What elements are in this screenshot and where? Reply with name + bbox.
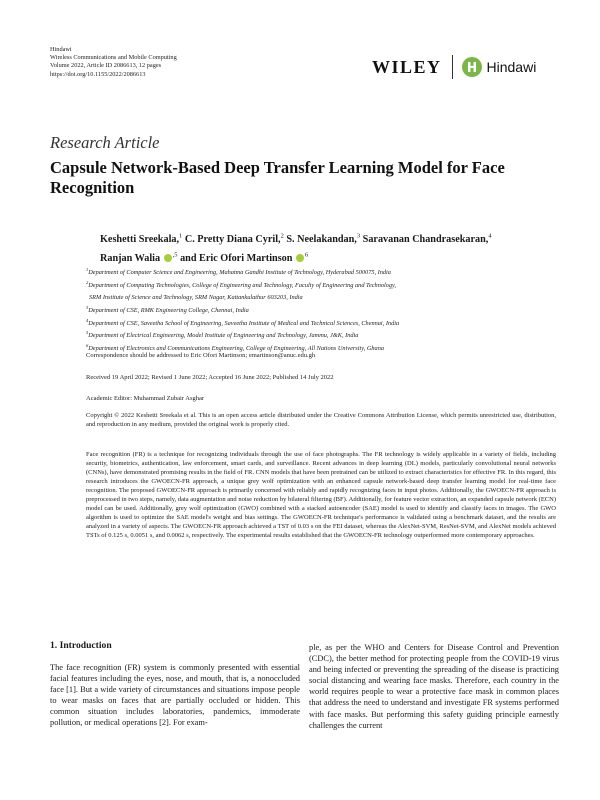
author[interactable]: Keshetti Sreekala,$^1$ xyxy=(100,233,183,246)
hindawi-logo-icon xyxy=(461,56,483,78)
author-list xyxy=(100,229,560,266)
affiliations xyxy=(86,265,556,354)
correspondence: Correspondence should be addressed to Eric Ofori Martinson; emartinson@anuc.edu.gh xyxy=(86,352,316,359)
affiliation: $^3$Department of CSE, RMK Engineering College, Chennai, India xyxy=(86,305,249,315)
body-column-right: ple, as per the WHO and Centers for Disease Control and Prevention (CDC), the better method for protecting people from the COVID-19 virus and being infected or preventing the spreading of the disease is practicing social distancing and wearing face masks. Therefore, each country in the world requires people to wear a protective face mask in common places that address the need to understand and investigate FR systems performed with face masks. But performing this safety guiding principle earnestly challenges the current xyxy=(309,643,559,730)
logo-divider xyxy=(452,55,453,79)
author[interactable]: C. Pretty Diana Cyril,$^2$ xyxy=(184,233,284,246)
affiliation: $^1$Department of Computer Science and Engineering, Mahatma Gandhi Institute of Technology, Hyderabad 500075, India xyxy=(86,267,391,277)
journal-info xyxy=(50,46,177,79)
affiliation: $^6$Department of Electronics and Communications Engineering, College of Engineering, All Nations University, Ghana xyxy=(86,343,384,353)
affiliation: $^5$Department of Electrical Engineering, Model Institute of Engineering and Technology, Jammu, J&K, India xyxy=(86,330,359,340)
hindawi-logo-text: Hindawi xyxy=(486,59,537,75)
journal-volume: Volume 2022, Article ID 2086613, 12 pages xyxy=(50,62,162,70)
affiliation: $^2$Department of Computing Technologies, College of Engineering and Technology, Faculty of Engineering and Technology, xyxy=(86,279,397,289)
journal-doi[interactable]: https://doi.org/10.1155/2022/2086613 xyxy=(50,70,146,78)
affiliation: $^4$Department of CSE, Saveetha School of Engineering, Saveetha Institute of Medical and Technical Sciences, Chennai, India xyxy=(86,317,400,327)
orcid-icon[interactable] xyxy=(296,254,304,262)
publisher-logos xyxy=(372,54,536,80)
article-title: Capsule Network-Based Deep Transfer Learning Model for Face Recognition xyxy=(50,158,505,197)
abstract: Face recognition (FR) is a technique for recognizing individuals through the use of face photographs. The FR technology is widely applicable in a variety of fields, including security, biometrics, authentication, law enforcement, smart cards, and surveillance. Recent advances in deep learning (DL) models, particularly convolutional neural networks (CNNs), have demonstrated promising results in the field of FR. CNN models that have been pretrained can be utilized to extract characteristics for effective FR. In this regard, this research introduces the GWOECN-FR approach, a unique grey wolf optimization with an enhanced capsule network-based deep transfer learning model for real-time face recognition. The proposed GWOECN-FR approach is primarily concerned with reliably and rapidly recognizing faces in input photos. Additionally, the GWOECN-FR approach is preprocessed in two steps, namely, data augmentation and noise reduction by bilateral filtering (BF). Additionally, for feature vector extraction, an expanded capsule network (ECN) model can be used. Additionally, grey wolf optimization (GWO) combined with a stacked autoencoder (SAE) model is used to identify and classify faces in images. The GWO algorithm is used to optimize the SAE model's weight and bias settings. The GWOECN-FR technique's performance is validated using a benchmark dataset, and the results are analyzed in a variety of aspects. The GWOECN-FR approach achieved a TST of 0.03 s on the FEI dataset, whereas the AlexNet-SVM, ResNet-SVM, and AlexNet models achieved TSTs of 0.125 s, 0.0051 s, and 0.0062 s, respectively. The experimental results established that the GWOECN-FR technology outperformed more contemporary approaches. xyxy=(86,451,556,540)
orcid-icon[interactable] xyxy=(164,254,172,262)
section-heading: 1. Introduction xyxy=(50,640,112,651)
article-type: Research Article xyxy=(50,133,160,152)
author[interactable]: Ranjan Walia $^{,5}$ xyxy=(100,251,178,264)
author[interactable]: Saravanan Chandrasekaran,$^4$ xyxy=(362,233,492,246)
journal-publisher: Hindawi xyxy=(50,46,72,53)
affiliation: SRM Institute of Science and Technology, SRM Nagar, Kattankulathur 603203, India xyxy=(89,294,303,302)
publication-dates: Received 19 April 2022; Revised 1 June 2022; Accepted 16 June 2022; Published 14 July 2022 xyxy=(86,374,334,381)
wiley-logo: WILEY xyxy=(372,56,442,77)
author[interactable]: S. Neelakandan,$^3$ xyxy=(286,233,361,246)
body-column-left: The face recognition (FR) system is commonly presented with essential facial features including the eyes, nose, and mouth, that is, a nonoccluded face [1]. But a wide variety of circumstances and situations impose people to wear masks on faces that are partially occluded or hidden. This common situation includes laboratories, pandemics, immoderate pollution, or medical operations [2]. For exam- xyxy=(50,663,300,728)
journal-name: Wireless Communications and Mobile Computing xyxy=(50,54,177,62)
copyright-notice: Copyright © 2022 Keshetti Sreekala et al. This is an open access article distributed under the Creative Commons Attribution License, which permits unrestricted use, distribution, and reproduction in any medium, provided the original work is properly cited. xyxy=(86,412,556,428)
author[interactable]: and Eric Ofori Martinson $^6$ xyxy=(180,251,309,264)
academic-editor: Academic Editor: Muhammad Zubair Asghar xyxy=(86,395,205,402)
